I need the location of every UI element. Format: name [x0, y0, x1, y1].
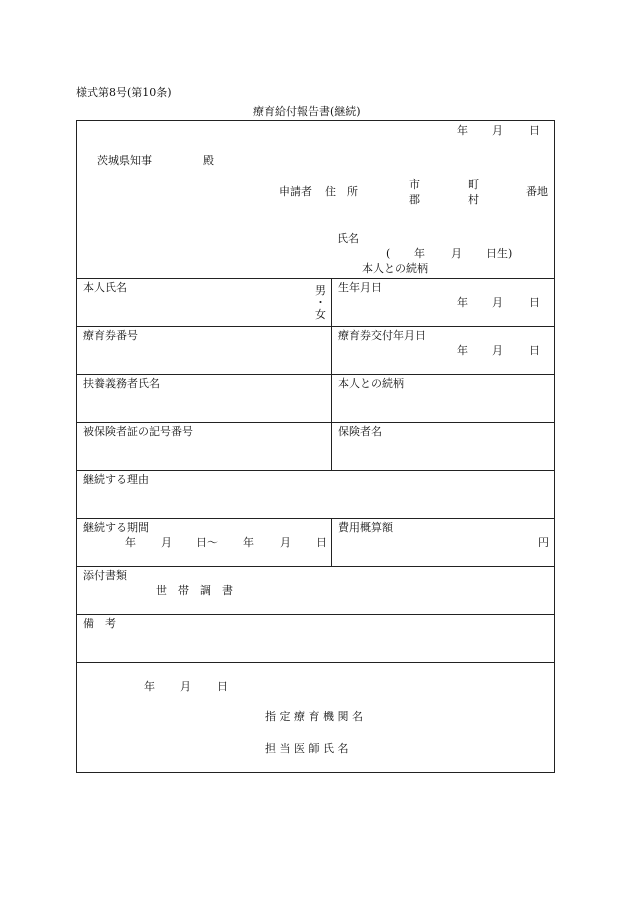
period-day-1: 日〜 — [196, 536, 218, 549]
date-month: 月 — [492, 124, 503, 137]
rule — [77, 518, 554, 519]
period-year-2: 年 — [243, 536, 254, 549]
relation-label-top: 本人との続柄 — [362, 262, 428, 275]
birthdate-month: 月 — [492, 296, 503, 309]
attachments-label: 添付書類 — [83, 569, 127, 582]
guardian-relation-label: 本人との続柄 — [338, 377, 404, 390]
rule — [77, 326, 554, 327]
period-year-1: 年 — [125, 536, 136, 549]
cert-issue-day: 日 — [529, 344, 540, 357]
column-divider — [331, 518, 332, 566]
sex-female: 女 — [315, 308, 326, 321]
period-month-2: 月 — [280, 536, 291, 549]
cert-number-label: 療育券番号 — [83, 329, 138, 342]
footer-year: 年 — [144, 680, 155, 693]
rule — [77, 374, 554, 375]
rule — [77, 566, 554, 567]
birth-open: ( — [386, 247, 391, 260]
attachment-item: 世 帯 調 書 — [156, 584, 233, 597]
rule — [77, 470, 554, 471]
rule — [77, 662, 554, 663]
birth-year: 年 — [414, 247, 425, 260]
person-name-label: 本人氏名 — [83, 281, 127, 294]
cert-issue-month: 月 — [492, 344, 503, 357]
footer-month: 月 — [180, 680, 191, 693]
guardian-name-label: 扶養義務者氏名 — [83, 377, 160, 390]
remarks-label: 備 考 — [83, 617, 116, 630]
address-label: 住 所 — [325, 185, 358, 198]
footer-day: 日 — [217, 680, 228, 693]
city-gun: 郡 — [409, 193, 420, 206]
honorific: 殿 — [203, 154, 214, 167]
form-number: 様式第8号(第10条) — [76, 86, 172, 99]
insurance-number-label: 被保険者証の記号番号 — [83, 425, 193, 438]
column-divider — [331, 278, 332, 470]
birthdate-year: 年 — [457, 296, 468, 309]
page-title: 療育給付報告書(継続) — [253, 105, 361, 118]
cost-estimate-label: 費用概算額 — [338, 521, 393, 534]
sex-male: 男 — [315, 284, 326, 297]
town-machi: 町 — [468, 178, 479, 191]
birthdate-label: 生年月日 — [338, 281, 382, 294]
sex-dot: ・ — [315, 296, 326, 309]
period-label: 継続する期間 — [83, 521, 149, 534]
insurer-label: 保険者名 — [338, 425, 382, 438]
period-day-2: 日 — [316, 536, 327, 549]
addressee: 茨城県知事 — [97, 154, 152, 167]
cert-issue-date-label: 療育券交付年月日 — [338, 329, 426, 342]
cert-issue-year: 年 — [457, 344, 468, 357]
birth-day: 日生) — [486, 247, 513, 260]
yen-unit: 円 — [538, 536, 549, 549]
reason-label: 継続する理由 — [83, 473, 149, 486]
birthdate-day: 日 — [529, 296, 540, 309]
date-day: 日 — [529, 124, 540, 137]
report-form — [76, 120, 555, 773]
rule — [77, 278, 554, 279]
applicant-label: 申請者 — [279, 185, 312, 198]
city-shi: 市 — [409, 178, 420, 191]
birth-month: 月 — [451, 247, 462, 260]
banchi: 番地 — [526, 185, 548, 198]
doctor-label: 担 当 医 師 氏 名 — [265, 742, 349, 755]
date-year: 年 — [457, 124, 468, 137]
institution-label: 指 定 療 育 機 関 名 — [265, 710, 363, 723]
town-mura: 村 — [468, 193, 479, 206]
name-label: 氏名 — [337, 232, 359, 245]
rule — [77, 422, 554, 423]
period-month-1: 月 — [161, 536, 172, 549]
rule — [77, 614, 554, 615]
